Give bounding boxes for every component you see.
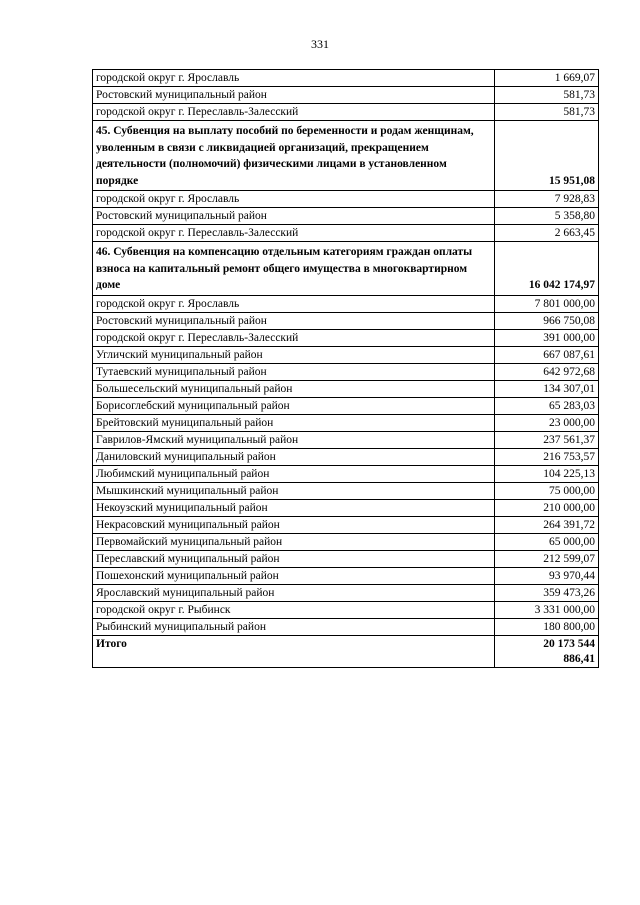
row-amount: 7 928,83 — [495, 191, 599, 208]
row-amount: 65 283,03 — [495, 397, 599, 414]
row-name: Переславский муниципальный район — [93, 550, 495, 567]
row-name: Даниловский муниципальный район — [93, 448, 495, 465]
row-name: Ярославский муниципальный район — [93, 584, 495, 601]
row-amount: 212 599,07 — [495, 550, 599, 567]
row-name: Ростовский муниципальный район — [93, 208, 495, 225]
row-name: Угличский муниципальный район — [93, 346, 495, 363]
table-row — [93, 567, 599, 584]
row-name: Рыбинский муниципальный район — [93, 618, 495, 635]
row-amount: 2 663,45 — [495, 225, 599, 242]
section-title: 46. Субвенция на компенсацию отдельным категориям граждан оплаты взноса на капитальный ремонт общего имущества в многоквартирном доме — [93, 242, 495, 296]
row-name: Пошехонский муниципальный район — [93, 567, 495, 584]
row-name: городской округ г. Переславль-Залесский — [93, 329, 495, 346]
table-row — [93, 87, 599, 104]
row-amount: 65 000,00 — [495, 533, 599, 550]
row-amount: 134 307,01 — [495, 380, 599, 397]
row-amount: 359 473,26 — [495, 584, 599, 601]
page-number: 331 — [311, 37, 329, 51]
row-name: городской округ г. Переславль-Залесский — [93, 104, 495, 121]
table-row — [93, 380, 599, 397]
row-amount: 216 753,57 — [495, 448, 599, 465]
row-amount: 667 087,61 — [495, 346, 599, 363]
table-row — [93, 465, 599, 482]
row-name: Некрасовский муниципальный район — [93, 516, 495, 533]
table-row — [93, 618, 599, 635]
row-amount: 581,73 — [495, 87, 599, 104]
row-name: Борисоглебский муниципальный район — [93, 397, 495, 414]
table-row — [93, 346, 599, 363]
row-name: Брейтовский муниципальный район — [93, 414, 495, 431]
row-name: Тутаевский муниципальный район — [93, 363, 495, 380]
row-amount: 180 800,00 — [495, 618, 599, 635]
row-name: Ростовский муниципальный район — [93, 87, 495, 104]
table-row — [93, 550, 599, 567]
row-amount: 966 750,08 — [495, 312, 599, 329]
table-row — [93, 448, 599, 465]
table-row — [93, 533, 599, 550]
table-row — [93, 295, 599, 312]
row-name: городской округ г. Переславль-Залесский — [93, 225, 495, 242]
row-amount: 264 391,72 — [495, 516, 599, 533]
row-amount: 642 972,68 — [495, 363, 599, 380]
row-amount: 5 358,80 — [495, 208, 599, 225]
row-name: Некоузский муниципальный район — [93, 499, 495, 516]
table-row — [93, 225, 599, 242]
total-row — [93, 635, 599, 667]
table-row — [93, 363, 599, 380]
section-title: 45. Субвенция на выплату пособий по беременности и родам женщинам, уволенным в связи с ликвидацией организаций, прекращением деятельности (полномочий) физическими лицами в установленном порядке — [93, 121, 495, 191]
row-amount: 3 331 000,00 — [495, 601, 599, 618]
row-amount: 210 000,00 — [495, 499, 599, 516]
section-header-46 — [93, 242, 599, 296]
row-name: Мышкинский муниципальный район — [93, 482, 495, 499]
budget-table — [92, 69, 599, 668]
row-name: Любимский муниципальный район — [93, 465, 495, 482]
table-row — [93, 397, 599, 414]
total-amount-line-2: 886,41 — [563, 652, 595, 665]
row-amount: 581,73 — [495, 104, 599, 121]
row-amount: 1 669,07 — [495, 70, 599, 87]
table-row — [93, 414, 599, 431]
row-name: Ростовский муниципальный район — [93, 312, 495, 329]
row-name: городской округ г. Ярославль — [93, 191, 495, 208]
row-name: Гаврилов-Ямский муниципальный район — [93, 431, 495, 448]
table-row — [93, 329, 599, 346]
table-row — [93, 584, 599, 601]
table-row — [93, 499, 599, 516]
table-row — [93, 312, 599, 329]
total-label: Итого — [93, 635, 495, 667]
table-row — [93, 191, 599, 208]
row-name: городской округ г. Ярославль — [93, 295, 495, 312]
total-amount — [495, 635, 599, 667]
total-amount-line-1: 20 173 544 — [543, 637, 595, 650]
table-row — [93, 208, 599, 225]
row-name: городской округ г. Ярославль — [93, 70, 495, 87]
row-name: Большесельский муниципальный район — [93, 380, 495, 397]
row-amount: 75 000,00 — [495, 482, 599, 499]
table-row — [93, 601, 599, 618]
row-amount: 104 225,13 — [495, 465, 599, 482]
table-row — [93, 516, 599, 533]
row-amount: 7 801 000,00 — [495, 295, 599, 312]
section-amount: 15 951,08 — [495, 121, 599, 191]
table-row — [93, 482, 599, 499]
section-header-45 — [93, 121, 599, 191]
table-row — [93, 431, 599, 448]
row-amount: 237 561,37 — [495, 431, 599, 448]
row-amount: 23 000,00 — [495, 414, 599, 431]
row-amount: 391 000,00 — [495, 329, 599, 346]
table-row — [93, 104, 599, 121]
row-amount: 93 970,44 — [495, 567, 599, 584]
row-name: городской округ г. Рыбинск — [93, 601, 495, 618]
row-name: Первомайский муниципальный район — [93, 533, 495, 550]
table-row — [93, 70, 599, 87]
section-amount: 16 042 174,97 — [495, 242, 599, 296]
